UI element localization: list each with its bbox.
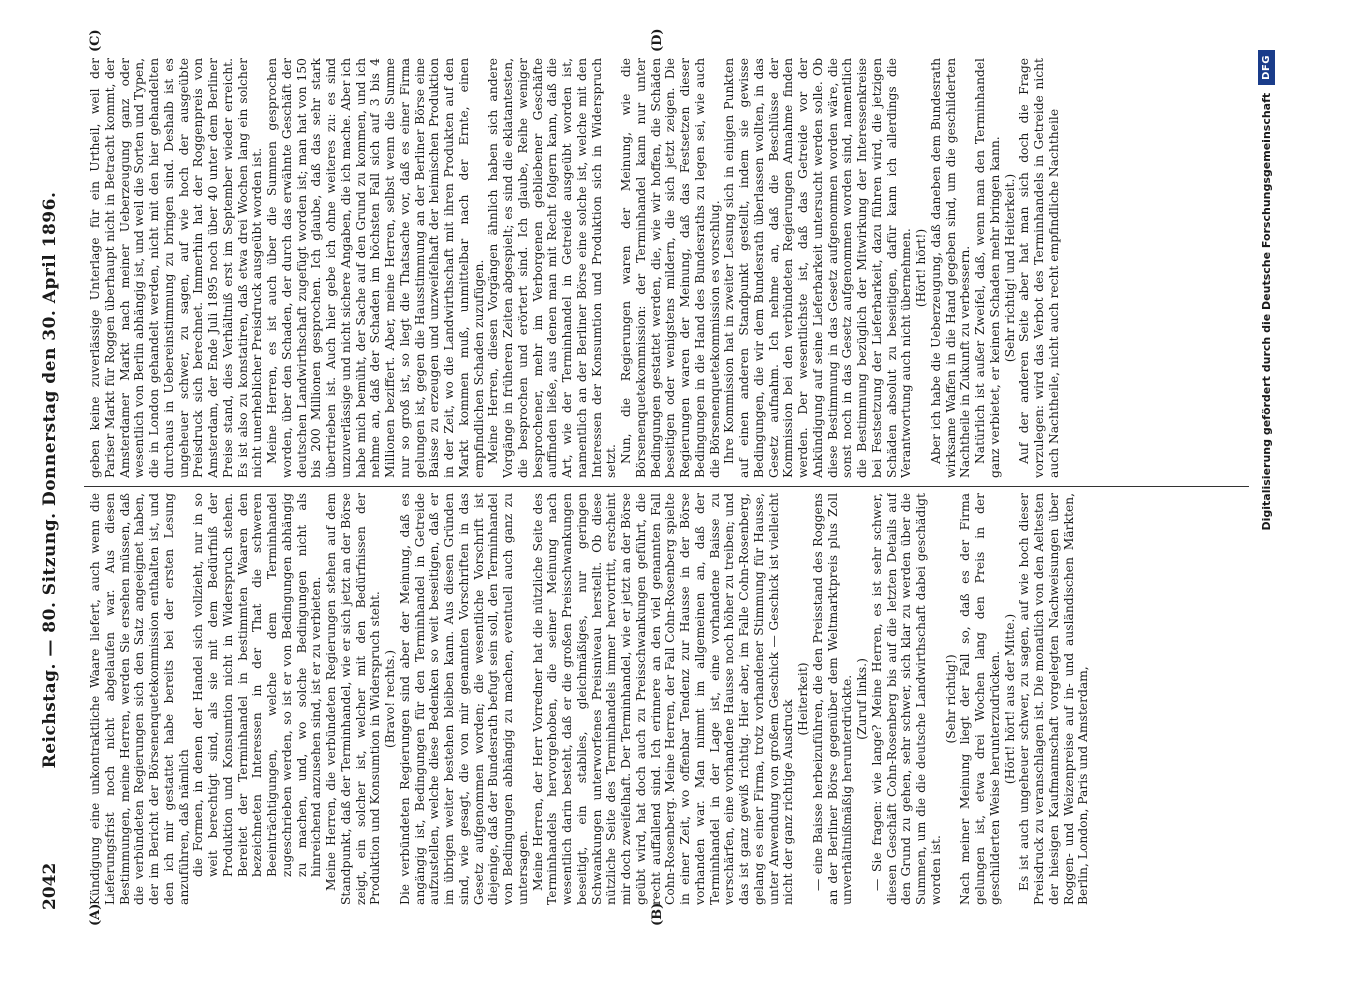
paragraph: Meine Herren, der Herr Vorredner hat die nützliche Seite des Terminhandels hervorgehoben, die seiner Meinung nach wesentlich darin besteht, daß er die großen Preisschwankungen beseitigt, ein stabiles, gleichmäßiges, nur geringen Schwankungen unterworfenes Preisniveau herstellt. Ob diese nützliche Seite des Terminhandels immer hervortritt, erscheint mir doch zweifelhaft. Der Terminhandel, wie er jetzt an der Börse geübt wird, hat doch auch zu Preisschwankungen geführt, die recht auffallend sind. Ich erinnere an den viel genannten Fall Cohn-Rosenberg. Meine Herren, der Fall Cohn-Rosenberg spielte in einer Zeit, wo offenbar Tendenz zur Hausse in der Börse vorhanden war. Man nimmt im allgemeinen an, daß der Terminhandel in der Lage ist, eine vorhandene Baisse zu verschärfen, eine vorhandene Hausse noch höher zu treiben; und das ist ganz gewiß richtig. Hier aber, im Falle Cohn-Rosenberg, gelang es einer Firma, trotz vorhandener Stimmung für Hausse, unter Anwendung von großem Geschick — Geschick ist vielleicht nicht der ganz richtige Ausdruck bbox=[530, 493, 796, 905]
paragraph: Meine Herren, diesen Vorgängen ähnlich haben sich andere Vorgänge in früheren Zeiten abgespielt; es sind die eklatantesten, die besprochen und erörtert sind. Ich glaube, Reihe weniger besprochener, mehr im Verborgenen gebliebener Geschäfte auffinden ließe, aus denen man mit Recht folgern kann, daß die Art, wie der Terminhandel in Getreide ausgeübt worden ist, namentlich an der Berliner Börse eine solche ist, welche mit den Interessen der Konsumtion und Produktion sich in Widerspruch setzt. bbox=[486, 58, 619, 478]
page-header bbox=[40, 50, 70, 910]
column-divider bbox=[84, 486, 1249, 487]
paragraph: Meine Herren, es ist auch über die Summen gesprochen worden, über den Schaden, der durch das erwähnte Geschäft der deutschen Landwirthschaft zugefügt worden ist; man hat von 150 bis 200 Millionen gesprochen. Ich glaube, daß das sehr stark übertrieben ist. Auch hier gebe ich ohne weiteres zu: es sind unzuverlässige und nicht sichere Angaben, die ich mache. Aber ich habe mich bemüht, der Sache auf den Grund zu kommen, und ich nehme an, daß der Schaden im höchsten Fall sich auf 3 bis 4 Millionen beziffert. Aber, meine Herren, selbst wenn die Summe nur so groß ist, so liegt die Thatsache vor, daß es einer Firma gelungen ist, gegen die Hausstimmung an der Berliner Börse eine Baisse zu erzeugen und unzweifelhaft der heimischen Produktion in der Zeit, wo die Landwirthschaft mit ihren Produkten auf den Markt kommen muß, unmittelbar nach der Ernte, einen empfindlichen Schaden zuzufügen. bbox=[265, 58, 486, 478]
paragraph: — Sie fragen: wie lange? Meine Herren, es ist sehr schwer, diesen Geschäft Cohn-Rosenberg bis auf die letzten Details auf den Grund zu gehen, sehr schwer, sich klar zu werden über die Summen, um die die deutsche Landwirthschaft dabei geschädigt worden ist. bbox=[869, 493, 943, 905]
digitization-credit bbox=[1246, 50, 1286, 910]
margin-marker-d: (D) bbox=[650, 28, 665, 52]
paragraph: (Sehr richtig! und Heiterkeit.) bbox=[1002, 173, 1017, 363]
paragraph: (Hört! hört! aus der Mitte.) bbox=[1002, 613, 1017, 785]
paragraph: Meine Herren, die verbündeten Regierungen stehen auf dem Standpunkt, daß der Terminhandel, wie er sich jetzt an der Börse zeigt, ein solcher ist, welcher mit den Bedürfnissen der Produktion und Konsumtion in Widerspruch steht. bbox=[324, 493, 383, 905]
paragraph: Nach meiner Meinung liegt der Fall so, daß es der Firma gelungen ist, etwa drei Wochen lang den Preis in der geschilderten Weise herunterzudrücken. bbox=[958, 493, 1002, 905]
page-title: Reichstag. — 80. Sitzung. Donnerstag den 30. April 1896. bbox=[40, 191, 60, 769]
paragraph: (Bravo! rechts.) bbox=[383, 649, 397, 749]
credit-text: Digitalisierung gefördert durch die Deutsche Forschungsgemeinschaft bbox=[1259, 92, 1273, 531]
paragraph: Aber ich habe die Ueberzeugung, daß daneben dem Bundesrath wirksame Waffen in die Hand gegeben sind, um die geschilderten Nachtheile in Zukunft zu verbessern. bbox=[928, 58, 973, 478]
paragraph: geben keine zuverlässige Unterlage für ein Urtheil, weil der Pariser Markt für Roggen überhaupt nicht in Betracht kommt, der Amsterdamer Markt nach meiner Ueberzeugung ganz oder wesentlich von Berlin abhängig ist, und weil die Sorten und Typen, die in London gehandelt werden, nicht mit den hier gehandelten durchaus in Uebereinstimmung zu bringen sind. Deshalb ist es ungeheuer schwer, zu sagen, auf wie hoch der ausgeübte Preisdruck sich berechnet. Immerhin hat der Roggenpreis von Amsterdam, der Ende Juli 1895 noch über 40 unter dem Berliner Preise stand, dies Verhältniß erst im September wieder erreicht. Es ist also zu konstatiren, daß etwa drei Wochen lang ein solcher nicht unerheblicher Preisdruck ausgeübt worden ist. bbox=[88, 58, 265, 478]
paragraph: (Heiterkeit) bbox=[796, 662, 810, 736]
margin-marker-c: (C) bbox=[88, 29, 103, 52]
text-column-right bbox=[88, 58, 1248, 478]
text-column-left bbox=[88, 493, 1248, 905]
paragraph: Kündigung eine unkontraktliche Waare liefert, auch wenn die Lieferungsfrist noch nicht abgelaufen war. Aus diesen Bestimmungen, meine Herren, werden Sie ersehen müssen, daß die verbündeten Regierungen sich den Satz angeeignet haben, der im Bericht der Börsenenquetekommission enthalten ist, und den ich mir gestattet habe bereits bei der ersten Lesung anzuführen, daß nämlich bbox=[88, 493, 191, 905]
paragraph: Auf der anderen Seite aber hat man sich doch die Frage vorzulegen: wird das Verbot des Terminhandels in Getreide nicht auch Nachtheile, nicht auch recht empfindliche Nachtheile bbox=[1017, 58, 1061, 478]
paragraph: Es ist auch ungeheuer schwer, zu sagen, auf wie hoch dieser Preisdruck zu veranschlagen ist. Die monatlich von den Aeltesten der hiesigen Kaufmannschaft vorgelegten Nachweisungen über Roggen- und Weizenpreise auf in- und ausländischen Märkten, Berlin, London, Paris und Amsterdam, bbox=[1017, 493, 1091, 905]
paragraph: Natürlich ist außer Zweifel, daß, wenn man den Terminhandel ganz verbietet, er keinen Schaden mehr bringen kann. bbox=[973, 58, 1002, 478]
paragraph: Ihre Kommission hat in zweiter Lesung sich in einigen Punkten auf einen anderen Standpunkt gestellt, indem sie gewisse Bedingungen, die wir dem Bundesrath überlassen wollten, in das Gesetz aufnahm. Ich nehme an, daß die Beschlüsse der Kommission bei den verbündeten Regierungen Annahme finden werden. Der wesentlichste ist, daß das Getreide vor der Ankündigung auf seine Lieferbarkeit untersucht werden solle. Ob diese Bestimmung in das Gesetz aufgenommen worden wäre, die sonst noch in das Gesetz aufgenommen worden sind, namentlich die Bestimmung bezüglich der Mitwirkung der Interessenkreise bei Festsetzung der Lieferbarkeit, dazu führen wird, die jetzigen Schäden absolut zu beseitigen, dafür kann ich allerdings die Verantwortung auch nicht übernehmen. bbox=[722, 58, 914, 478]
paragraph: Die verbündeten Regierungen sind aber der Meinung, daß es angängig ist, Bedingungen für den Terminhandel in Getreide aufzustellen, welche diese Bedenken so weit beseitigen, daß er im übrigen weiter bestehen bleiben kann. Aus diesen Gründen sind, wie gesagt, die von mir genannten Vorschriften in das Gesetz aufgenommen worden; die wesentliche Vorschrift ist diejenige, daß der Bundesrath befugt sein soll, den Terminhandel von Bedingungen abhängig zu machen, eventuell auch ganz zu untersagen. bbox=[397, 493, 530, 905]
page-number: 2042 bbox=[40, 862, 60, 910]
paragraph: Nun, die Regierungen waren der Meinung, wie die Börsenenquetekommission: der Terminhandel kann nur unter Bedingungen gestattet werden, die, wie wir hoffen, die Schäden beseitigen oder wenigstens mildern, die sich jetzt zeigen. Die Regierungen waren der Meinung, daß das Festsetzen dieser Bedingungen in die Hand des Bundesraths zu legen sei, wie auch die Börsenenquetekommission es vorschlug. bbox=[619, 58, 722, 478]
margin-marker-a: (A) bbox=[88, 903, 103, 926]
paragraph: (Zuruf links.) bbox=[855, 658, 869, 740]
paragraph: die Formen, in denen der Handel sich vollzieht, nur in so weit berechtigt sind, als sie mit dem Bedürfniß der Produktion und Konsumtion nicht in Widerspruch stehen. Bereitet der Terminhandel in bestimmten Waaren den bezeichneten Interessen in der That die schweren Beeinträchtigungen, welche dem Terminhandel zugeschrieben werden, so ist er von Bedingungen abhängig zu machen, und, wo solche Bedingungen nicht als hinreichend anzusehen sind, ist er zu verbieten. bbox=[191, 493, 324, 877]
paragraph: (Hört! hört!) bbox=[914, 228, 928, 308]
paragraph: (Sehr richtig!) bbox=[943, 654, 958, 744]
dfg-logo: DFG bbox=[1258, 50, 1275, 85]
margin-marker-b: (B) bbox=[650, 902, 665, 926]
paragraph: — eine Baisse herbeizuführen, die den Preisstand des Roggens an der Berliner Börse gegenüber dem Weltmarktpreis plus Zoll unverhältnißmäßig herunterdrückte. bbox=[810, 493, 855, 905]
